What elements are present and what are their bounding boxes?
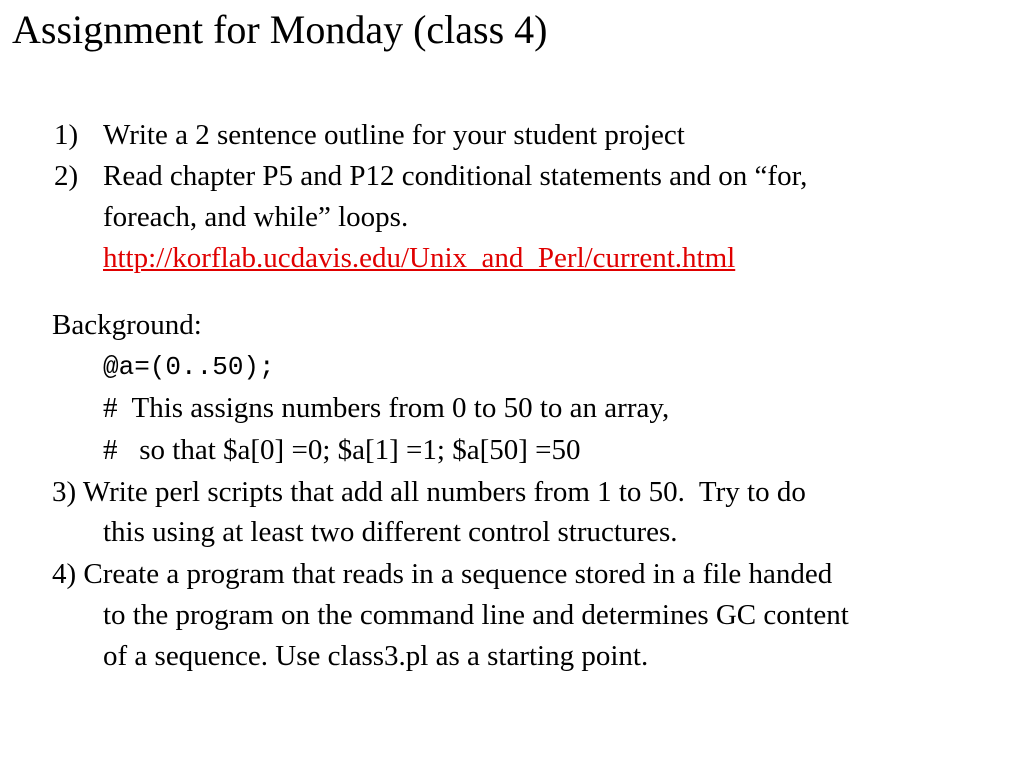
background-heading: Background:	[52, 309, 202, 341]
code-comment-1: # This assigns numbers from 0 to 50 to an array,	[103, 392, 670, 424]
list-item-1: Write a 2 sentence outline for your student project	[103, 119, 685, 151]
list-item-2-line-2: foreach, and while” loops.	[103, 201, 409, 233]
list-item-3-line-2: this using at least two different control structures.	[103, 516, 678, 548]
code-comment-2: # so that $a[0] =0; $a[1] =1; $a[50] =50	[103, 434, 581, 466]
list-item-3-line-1: 3) Write perl scripts that add all numbers from 1 to 50. Try to do	[52, 476, 806, 508]
list-item-4-line-2: to the program on the command line and determines GC content	[103, 599, 849, 631]
list-item-4-line-1: 4) Create a program that reads in a sequence stored in a file handed	[52, 558, 833, 590]
course-url-link[interactable]: http://korflab.ucdavis.edu/Unix_and_Perl/current.html	[103, 242, 736, 274]
slide-title: Assignment for Monday (class 4)	[12, 7, 548, 52]
list-item-2-line-1: Read chapter P5 and P12 conditional statements and on “for,	[103, 160, 808, 192]
code-array-assignment: @a=(0..50);	[103, 352, 275, 382]
list-number-1: 1)	[54, 119, 79, 151]
list-item-4-line-3: of a sequence. Use class3.pl as a starting point.	[103, 640, 649, 672]
list-number-2: 2)	[54, 160, 79, 192]
